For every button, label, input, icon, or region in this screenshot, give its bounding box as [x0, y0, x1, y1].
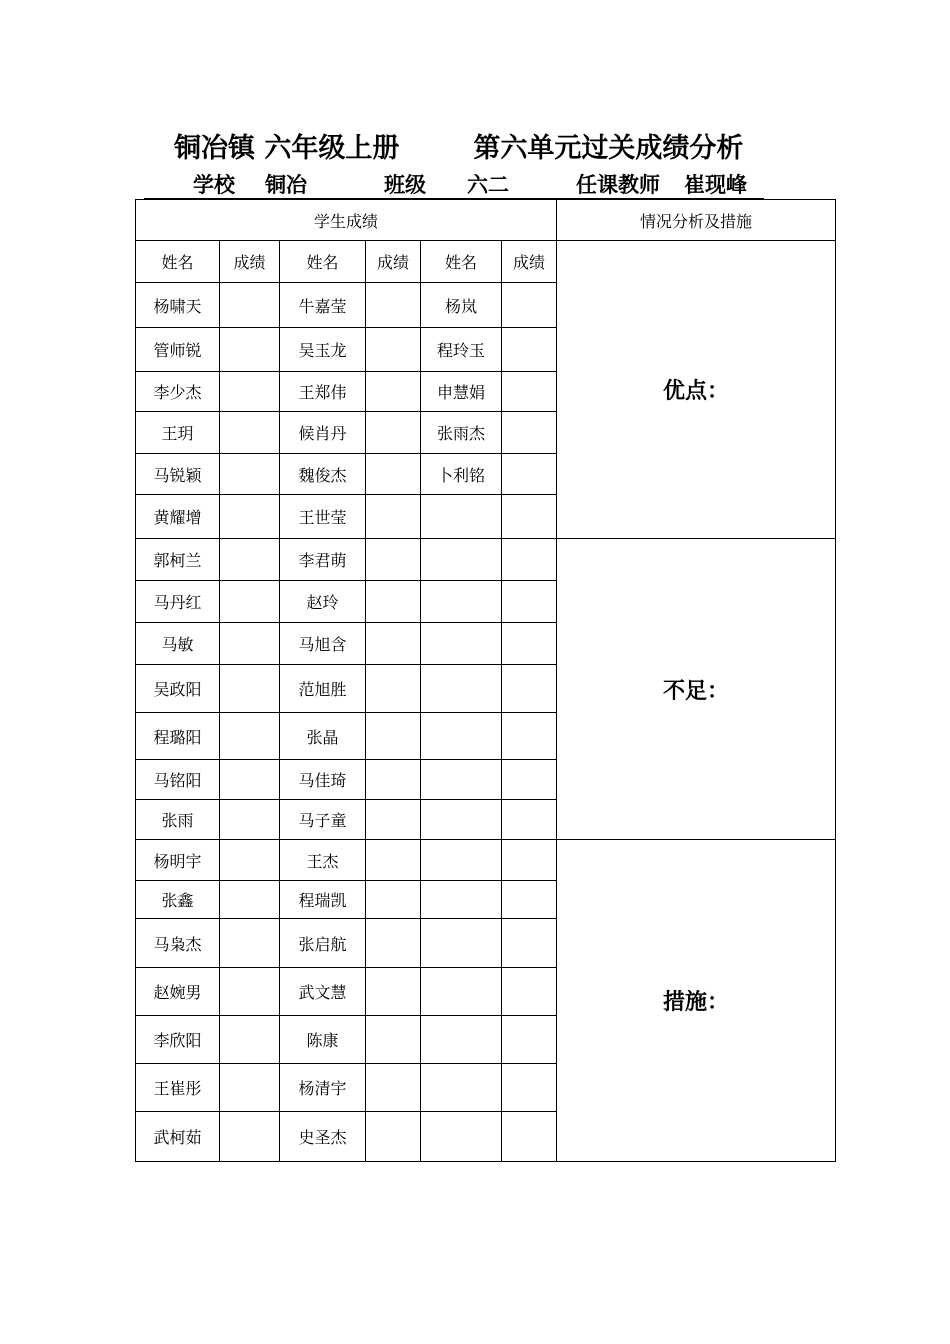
student-name: 张雨 [136, 800, 220, 840]
student-name: 李欣阳 [136, 1016, 220, 1064]
score-cell[interactable] [220, 454, 280, 495]
student-name: 张启航 [280, 919, 366, 968]
student-name: 吴玉龙 [280, 328, 366, 372]
name-column-header: 姓名 [280, 241, 366, 283]
score-cell[interactable] [220, 1112, 280, 1162]
student-name: 候肖丹 [280, 412, 366, 454]
student-name: 张晶 [280, 713, 366, 760]
score-cell[interactable] [220, 328, 280, 372]
student-name: 赵婉男 [136, 968, 220, 1016]
score-cell[interactable] [502, 665, 557, 713]
score-cell[interactable] [366, 1016, 421, 1064]
analysis-weaknesses [557, 539, 836, 840]
score-cell[interactable] [366, 412, 421, 454]
score-cell[interactable] [502, 1016, 557, 1064]
score-cell[interactable] [220, 760, 280, 800]
score-cell[interactable] [220, 968, 280, 1016]
score-cell[interactable] [502, 881, 557, 919]
student-name: 卜利铭 [421, 454, 502, 495]
score-cell[interactable] [366, 581, 421, 623]
score-cell[interactable] [502, 283, 557, 328]
student-name: 黄耀增 [136, 495, 220, 539]
score-cell[interactable] [502, 919, 557, 968]
score-cell[interactable] [220, 665, 280, 713]
score-cell[interactable] [366, 623, 421, 665]
score-cell[interactable] [502, 372, 557, 412]
student-name [421, 713, 502, 760]
student-name [421, 919, 502, 968]
student-name: 史圣杰 [280, 1112, 366, 1162]
student-name [421, 665, 502, 713]
score-cell[interactable] [502, 495, 557, 539]
student-name: 马锐颖 [136, 454, 220, 495]
score-cell[interactable] [220, 919, 280, 968]
score-cell[interactable] [366, 919, 421, 968]
score-cell[interactable] [502, 328, 557, 372]
student-name: 程璐阳 [136, 713, 220, 760]
score-cell[interactable] [502, 713, 557, 760]
score-cell[interactable] [366, 881, 421, 919]
student-name: 马佳琦 [280, 760, 366, 800]
score-cell[interactable] [366, 800, 421, 840]
student-name [421, 1112, 502, 1162]
score-cell[interactable] [366, 968, 421, 1016]
student-name [421, 495, 502, 539]
student-name: 杨啸天 [136, 283, 220, 328]
table-row [136, 539, 836, 581]
student-name [421, 881, 502, 919]
students-header: 学生成绩 [136, 200, 557, 241]
student-name: 杨岚 [421, 283, 502, 328]
student-name [421, 623, 502, 665]
analysis-label: 不足： [663, 678, 730, 704]
class-label: 班级 [384, 173, 426, 197]
score-cell[interactable] [220, 623, 280, 665]
student-name: 李君萌 [280, 539, 366, 581]
student-name [421, 539, 502, 581]
score-cell[interactable] [366, 454, 421, 495]
student-name: 张雨杰 [421, 412, 502, 454]
score-cell[interactable] [366, 328, 421, 372]
score-cell[interactable] [366, 840, 421, 881]
student-name: 王玥 [136, 412, 220, 454]
score-cell[interactable] [220, 539, 280, 581]
student-name: 马子童 [280, 800, 366, 840]
student-name: 张鑫 [136, 881, 220, 919]
student-name: 马铭阳 [136, 760, 220, 800]
student-name: 杨明宇 [136, 840, 220, 881]
analysis-label: 优点： [663, 379, 730, 404]
student-name: 范旭胜 [280, 665, 366, 713]
score-cell[interactable] [366, 283, 421, 328]
teacher-value: 崔现峰 [684, 173, 747, 197]
score-cell[interactable] [220, 372, 280, 412]
student-name: 程瑞凯 [280, 881, 366, 919]
score-cell[interactable] [220, 412, 280, 454]
score-cell[interactable] [502, 840, 557, 881]
student-name: 吴政阳 [136, 665, 220, 713]
student-name: 马枭杰 [136, 919, 220, 968]
student-name: 赵玲 [280, 581, 366, 623]
class-value: 六二 [467, 173, 509, 197]
student-name: 武柯茹 [136, 1112, 220, 1162]
student-name: 马丹红 [136, 581, 220, 623]
score-cell[interactable] [502, 412, 557, 454]
student-name: 陈康 [280, 1016, 366, 1064]
student-name: 牛嘉莹 [280, 283, 366, 328]
score-cell[interactable] [220, 881, 280, 919]
score-cell[interactable] [366, 665, 421, 713]
student-name [421, 968, 502, 1016]
analysis-header: 情况分析及措施 [557, 200, 836, 241]
student-name [421, 800, 502, 840]
score-column-header: 成绩 [220, 241, 280, 283]
score-cell[interactable] [220, 495, 280, 539]
table-row [136, 840, 836, 881]
score-cell[interactable] [502, 539, 557, 581]
student-name: 王世莹 [280, 495, 366, 539]
analysis-strengths [557, 241, 836, 539]
student-name [421, 1064, 502, 1112]
score-cell[interactable] [502, 968, 557, 1016]
student-name: 王崔彤 [136, 1064, 220, 1112]
teacher-label: 任课教师 [576, 173, 660, 197]
score-cell[interactable] [220, 1016, 280, 1064]
score-cell[interactable] [220, 840, 280, 881]
score-cell[interactable] [220, 713, 280, 760]
student-name: 王杰 [280, 840, 366, 881]
student-name: 魏俊杰 [280, 454, 366, 495]
student-name: 管师锐 [136, 328, 220, 372]
score-table [135, 199, 836, 1162]
student-name [421, 581, 502, 623]
score-cell[interactable] [366, 495, 421, 539]
title-part-1: 铜冶镇 六年级上册 [174, 133, 400, 164]
analysis-measures [557, 840, 836, 1162]
score-cell[interactable] [366, 760, 421, 800]
score-cell[interactable] [502, 800, 557, 840]
student-name: 杨清宇 [280, 1064, 366, 1112]
score-cell[interactable] [366, 539, 421, 581]
student-name: 申慧娟 [421, 372, 502, 412]
score-cell[interactable] [502, 760, 557, 800]
student-name: 马敏 [136, 623, 220, 665]
score-cell[interactable] [220, 283, 280, 328]
title-part-2: 第六单元过关成绩分析 [473, 133, 744, 164]
student-name: 马旭含 [280, 623, 366, 665]
score-cell[interactable] [366, 1064, 421, 1112]
student-name: 武文慧 [280, 968, 366, 1016]
student-name: 程玲玉 [421, 328, 502, 372]
student-name [421, 840, 502, 881]
score-cell[interactable] [502, 581, 557, 623]
score-cell[interactable] [366, 1112, 421, 1162]
school-value: 铜冶 [265, 173, 307, 197]
student-name [421, 760, 502, 800]
analysis-label: 措施： [663, 990, 730, 1015]
score-cell[interactable] [502, 1064, 557, 1112]
student-name [421, 1016, 502, 1064]
score-cell[interactable] [220, 800, 280, 840]
student-name: 李少杰 [136, 372, 220, 412]
score-cell[interactable] [502, 454, 557, 495]
score-cell[interactable] [366, 713, 421, 760]
student-name: 王郑伟 [280, 372, 366, 412]
score-cell[interactable] [220, 1064, 280, 1112]
name-column-header: 姓名 [421, 241, 502, 283]
school-label: 学校 [193, 173, 235, 197]
score-cell[interactable] [502, 623, 557, 665]
score-cell[interactable] [502, 1112, 557, 1162]
score-column-header: 成绩 [366, 241, 421, 283]
page-title [174, 131, 743, 167]
student-name: 郭柯兰 [136, 539, 220, 581]
score-cell[interactable] [366, 372, 421, 412]
info-line [144, 170, 764, 199]
score-column-header: 成绩 [502, 241, 557, 283]
name-column-header: 姓名 [136, 241, 220, 283]
score-cell[interactable] [220, 581, 280, 623]
